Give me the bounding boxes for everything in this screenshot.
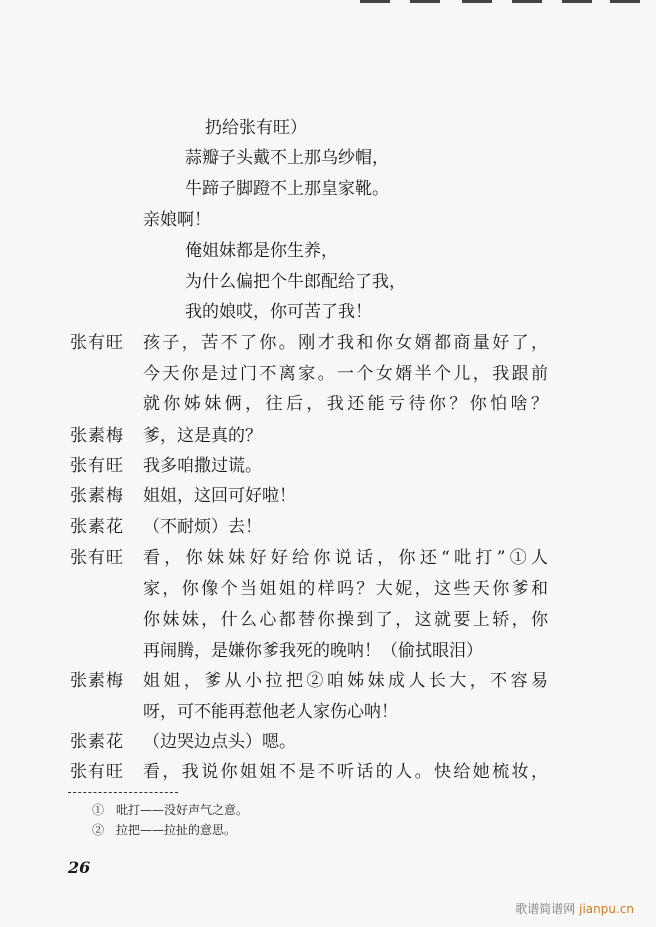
dialogue-text: 就你姊妹俩，往后，我还能亏待你？你怕啥？ (143, 394, 548, 414)
top-scan-mark (512, 0, 542, 3)
dialogue-text: 扔给张有旺） (205, 118, 307, 138)
page-number: 26 (68, 858, 91, 877)
footnote-2: ② 拉把——拉扯的意思。 (92, 823, 237, 837)
dialogue-text: 孩子，苦不了你。刚才我和你女婿都商量好了， (143, 333, 548, 353)
dialogue-text: 你妹妹，什么心都替你操到了，这就要上轿，你 (143, 610, 548, 630)
top-scan-mark (410, 0, 440, 3)
dialogue-text: （不耐烦）去！ (143, 517, 262, 537)
dialogue-text: 姐姐，爹从小拉把②咱姊妹成人长大，不容易 (143, 671, 548, 691)
speaker-name: 张素梅 (70, 486, 124, 506)
dialogue-text: 为什么偏把个牛郎配给了我， (185, 272, 406, 292)
dialogue-text: 家，你像个当姐姐的样吗？大妮，这些天你爹和 (143, 579, 548, 599)
dialogue-text: 我的娘哎，你可苦了我！ (185, 302, 372, 322)
speaker-name: 张有旺 (70, 333, 124, 353)
dialogue-text: 看，我说你姐姐不是不听话的人。快给她梳妆， (143, 762, 548, 782)
dialogue-text: 看，你妹妹好好给你说话，你还“吡打”①人 (143, 548, 548, 568)
top-scan-mark (562, 0, 592, 3)
dialogue-text: 呀，可不能再惹他老人家伤心呐！ (143, 702, 398, 722)
dialogue-text: 俺姐妹都是你生养， (185, 241, 338, 261)
footnote-rule (68, 792, 178, 793)
dialogue-text: （边哭边点头）嗯。 (143, 732, 296, 752)
speaker-name: 张有旺 (70, 762, 124, 782)
speaker-name: 张有旺 (70, 456, 124, 476)
dialogue-text: 牛蹄子脚蹬不上那皇家靴。 (185, 179, 389, 199)
speaker-name: 张素梅 (70, 671, 124, 691)
dialogue-text: 今天你是过门不离家。一个女婿半个儿，我跟前 (143, 364, 548, 384)
top-scan-mark (462, 0, 492, 3)
dialogue-text: 我多咱撒过谎。 (143, 456, 262, 476)
dialogue-text: 蒜瓣子头戴不上那乌纱帽， (185, 148, 389, 168)
watermark: 歌谱简谱网 jianpu.cn (515, 902, 634, 916)
dialogue-text: 再闹腾，是嫌你爹我死的晚呐！（偷拭眼泪） (143, 641, 483, 661)
top-scan-mark (610, 0, 640, 3)
top-scan-mark (360, 0, 390, 3)
dialogue-text: 姐姐，这回可好啦！ (143, 486, 296, 506)
speaker-name: 张素花 (70, 732, 124, 752)
speaker-name: 张素花 (70, 517, 124, 537)
footnote-1: ① 吡打——没好声气之意。 (92, 803, 249, 817)
speaker-name: 张有旺 (70, 548, 124, 568)
dialogue-text: 亲娘啊！ (143, 210, 211, 230)
speaker-name: 张素梅 (70, 426, 124, 446)
dialogue-text: 爹，这是真的？ (143, 426, 262, 446)
